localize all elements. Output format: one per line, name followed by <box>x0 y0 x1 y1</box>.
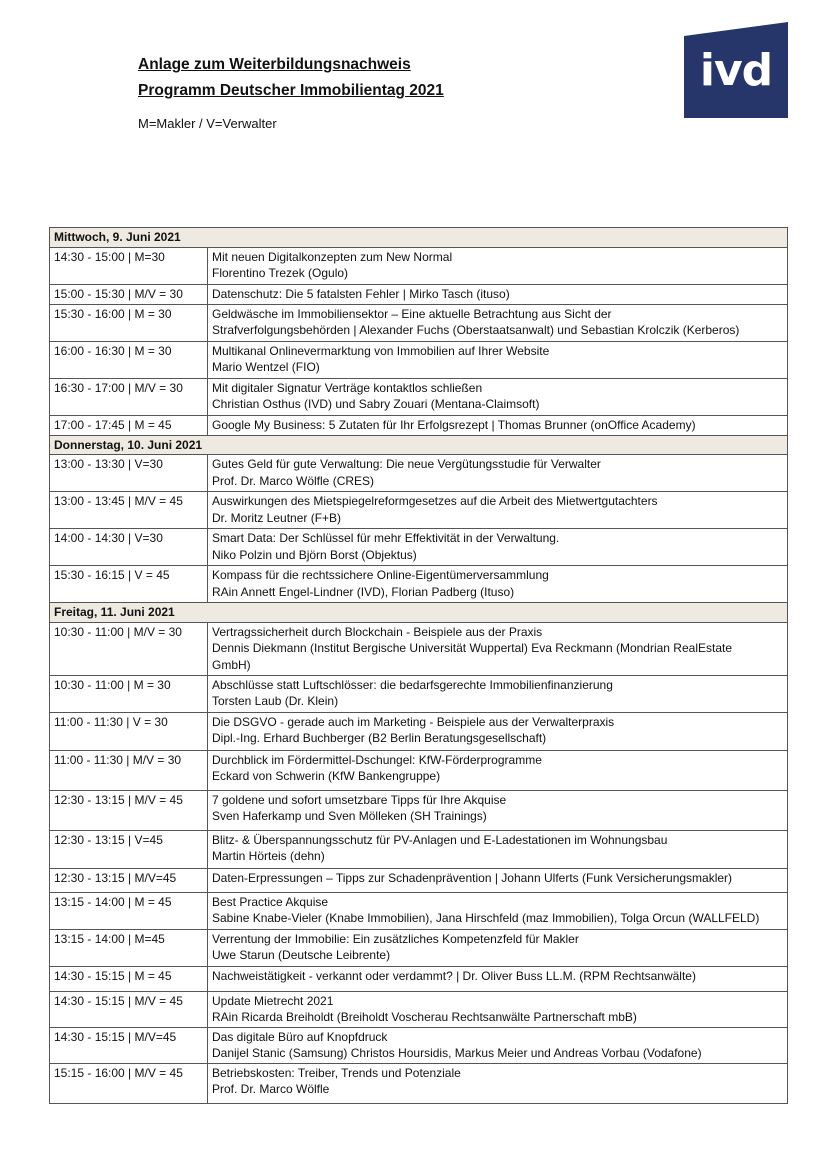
session-description-line: RAin Ricarda Breiholdt (Breiholdt Voscherau Rechtsanwälte Partnerschaft mbB) <box>212 1010 637 1024</box>
session-description-line: Mit digitaler Signatur Verträge kontaktlos schließen <box>212 380 483 395</box>
session-description-line: Auswirkungen des Mietspiegelreformgesetzes auf die Arbeit des Mietwertgutachters <box>212 494 658 508</box>
session-row <box>50 1063 788 1103</box>
session-description-line: Mario Wentzel (FIO) <box>212 360 320 374</box>
session-description <box>208 529 788 566</box>
session-time-credits: 12:30 - 13:15 | M/V = 45 <box>50 790 208 830</box>
session-description-line: Update Mietrecht 2021 <box>212 993 334 1008</box>
session-row <box>50 929 788 966</box>
session-description-line: Best Practice Akquise <box>212 894 329 909</box>
session-description-line: Sabine Knabe-Vieler (Knabe Immobilien), Jana Hirschfeld (maz Immobilien), Tolga Orcun (WALLFELD) <box>212 911 760 925</box>
session-description-line: Das digitale Büro auf Knopfdruck <box>212 1029 388 1044</box>
session-description <box>208 378 788 415</box>
session-time-credits: 15:30 - 16:15 | V = 45 <box>50 566 208 603</box>
session-description <box>208 455 788 492</box>
session-time-credits: 13:15 - 14:00 | M = 45 <box>50 892 208 929</box>
session-time-credits: 13:00 - 13:30 | V=30 <box>50 455 208 492</box>
session-description <box>208 750 788 790</box>
session-description-line: Torsten Laub (Dr. Klein) <box>212 694 339 708</box>
session-row <box>50 378 788 415</box>
session-description <box>208 830 788 868</box>
session-description-line: Eckard von Schwerin (KfW Bankengruppe) <box>212 769 441 783</box>
document-header <box>138 52 444 131</box>
session-description-line: Blitz- & Überspannungsschutz für PV-Anlagen und E-Ladestationen im Wohnungsbau <box>212 832 668 847</box>
session-description-line: Multikanal Onlinevermarktung von Immobilien auf Ihrer Website <box>212 343 550 358</box>
session-time-credits: 17:00 - 17:45 | M = 45 <box>50 415 208 435</box>
session-row <box>50 712 788 750</box>
session-row <box>50 830 788 868</box>
session-time-credits: 11:00 - 11:30 | M/V = 30 <box>50 750 208 790</box>
ivd-logo-text: ivd <box>699 44 773 96</box>
session-row <box>50 966 788 991</box>
session-description-line: Uwe Starun (Deutsche Leibrente) <box>212 948 391 962</box>
session-row <box>50 304 788 341</box>
session-description <box>208 1027 788 1063</box>
session-description-line: Geldwäsche im Immobiliensektor – Eine aktuelle Betrachtung aus Sicht der <box>212 306 612 321</box>
session-description-line: Google My Business: 5 Zutaten für Ihr Erfolgsrezept | Thomas Brunner (onOffice Academy) <box>212 417 696 432</box>
session-description <box>208 790 788 830</box>
session-description <box>208 566 788 603</box>
session-row <box>50 1027 788 1063</box>
session-time-credits: 12:30 - 13:15 | V=45 <box>50 830 208 868</box>
session-row <box>50 529 788 566</box>
session-description <box>208 675 788 712</box>
session-row <box>50 750 788 790</box>
session-time-credits: 14:30 - 15:00 | M=30 <box>50 247 208 284</box>
session-row <box>50 868 788 892</box>
session-row <box>50 341 788 378</box>
session-description <box>208 415 788 435</box>
session-description <box>208 712 788 750</box>
session-description-line: Prof. Dr. Marco Wölfle (CRES) <box>212 473 375 488</box>
session-description-line: Nachweistätigkeit - verkannt oder verdammt? | Dr. Oliver Buss LL.M. (RPM Rechtsanwälte) <box>212 968 696 983</box>
session-description <box>208 341 788 378</box>
session-description-line: Kompass für die rechtssichere Online-Eigentümerversammlung <box>212 568 549 582</box>
session-description-line: Vertragssicherheit durch Blockchain - Beispiele aus der Praxis <box>212 624 543 639</box>
session-description-line: Die DSGVO - gerade auch im Marketing - Beispiele aus der Verwalterpraxis <box>212 714 615 729</box>
session-time-credits: 13:00 - 13:45 | M/V = 45 <box>50 492 208 529</box>
session-time-credits: 11:00 - 11:30 | V = 30 <box>50 712 208 750</box>
session-description <box>208 892 788 929</box>
session-description-line: Strafverfolgungsbehörden | Alexander Fuchs (Oberstaatsanwalt) und Sebastian Krolczik (Kerberos) <box>212 323 740 337</box>
session-description-line: GmbH) <box>212 657 251 672</box>
day-label: Donnerstag, 10. Juni 2021 <box>50 435 788 455</box>
session-description-line: Dipl.-Ing. Erhard Buchberger (B2 Berlin Beratungsgesellschaft) <box>212 731 547 745</box>
session-description <box>208 868 788 892</box>
session-description-line: Florentino Trezek (Ogulo) <box>212 266 349 280</box>
session-description-line: Daten-Erpressungen – Tipps zur Schadenprävention | Johann Ulferts (Funk Versicherungsmakler) <box>212 870 733 885</box>
session-description-line: Prof. Dr. Marco Wölfle <box>212 1082 330 1096</box>
program-table <box>49 227 788 1104</box>
session-row <box>50 790 788 830</box>
session-description <box>208 622 788 675</box>
session-row <box>50 455 788 492</box>
session-time-credits: 14:30 - 15:15 | M = 45 <box>50 966 208 991</box>
session-description-line: Dennis Diekmann (Institut Bergische Universität Wuppertal) Eva Reckmann (Mondrian RealEstate <box>212 641 733 655</box>
day-label: Mittwoch, 9. Juni 2021 <box>50 228 788 248</box>
session-description <box>208 247 788 284</box>
document-title-line-2: Programm Deutscher Immobilientag 2021 <box>138 82 444 99</box>
session-row <box>50 892 788 929</box>
session-description-line: 7 goldene und sofort umsetzbare Tipps für Ihre Akquise <box>212 792 507 807</box>
day-header-row <box>50 603 788 623</box>
session-row <box>50 675 788 712</box>
day-header-row <box>50 435 788 455</box>
session-description-line: Martin Hörteis (dehn) <box>212 849 325 863</box>
session-time-credits: 10:30 - 11:00 | M = 30 <box>50 675 208 712</box>
session-description-line: RAin Annett Engel-Lindner (IVD), Florian Padberg (Ituso) <box>212 584 515 599</box>
session-time-credits: 15:15 - 16:00 | M/V = 45 <box>50 1063 208 1103</box>
session-row <box>50 247 788 284</box>
ivd-logo <box>684 22 788 118</box>
session-row <box>50 415 788 435</box>
session-description-line: Sven Haferkamp und Sven Mölleken (SH Trainings) <box>212 809 487 823</box>
session-description <box>208 929 788 966</box>
session-description-line: Dr. Moritz Leutner (F+B) <box>212 510 342 525</box>
session-description-line: Niko Polzin und Björn Borst (Objektus) <box>212 547 417 562</box>
session-description <box>208 492 788 529</box>
session-description-line: Smart Data: Der Schlüssel für mehr Effektivität in der Verwaltung. <box>212 531 560 545</box>
session-description-line: Betriebskosten: Treiber, Trends und Potenziale <box>212 1065 461 1080</box>
session-time-credits: 14:30 - 15:15 | M/V = 45 <box>50 991 208 1027</box>
session-time-credits: 15:00 - 15:30 | M/V = 30 <box>50 284 208 304</box>
session-description-line: Verrentung der Immobilie: Ein zusätzliches Kompetenzfeld für Makler <box>212 931 579 946</box>
session-time-credits: 13:15 - 14:00 | M=45 <box>50 929 208 966</box>
session-description-line: Datenschutz: Die 5 fatalsten Fehler | Mirko Tasch (ituso) <box>212 286 510 301</box>
session-time-credits: 14:30 - 15:15 | M/V=45 <box>50 1027 208 1063</box>
session-description <box>208 991 788 1027</box>
session-description-line: Gutes Geld für gute Verwaltung: Die neue Vergütungsstudie für Verwalter <box>212 457 601 471</box>
day-label: Freitag, 11. Juni 2021 <box>50 603 788 623</box>
session-description-line: Christian Osthus (IVD) und Sabry Zouari (Mentana-Claimsoft) <box>212 397 540 411</box>
session-description <box>208 1063 788 1103</box>
session-row <box>50 492 788 529</box>
session-time-credits: 16:30 - 17:00 | M/V = 30 <box>50 378 208 415</box>
session-row <box>50 622 788 675</box>
session-row <box>50 991 788 1027</box>
session-description-line: Danijel Stanic (Samsung) Christos Hoursidis, Markus Meier und Andreas Vorbau (Vodafone) <box>212 1046 702 1060</box>
session-description <box>208 966 788 991</box>
session-description <box>208 304 788 341</box>
session-time-credits: 14:00 - 14:30 | V=30 <box>50 529 208 566</box>
session-description-line: Durchblick im Fördermittel-Dschungel: KfW-Förderprogramme <box>212 752 542 767</box>
session-description-line: Mit neuen Digitalkonzepten zum New Normal <box>212 249 453 264</box>
role-legend: M=Makler / V=Verwalter <box>138 116 277 131</box>
session-row <box>50 566 788 603</box>
session-row <box>50 284 788 304</box>
session-time-credits: 15:30 - 16:00 | M = 30 <box>50 304 208 341</box>
session-description <box>208 284 788 304</box>
day-header-row <box>50 228 788 248</box>
session-time-credits: 12:30 - 13:15 | M/V=45 <box>50 868 208 892</box>
session-description-line: Abschlüsse statt Luftschlösser: die bedarfsgerechte Immobilienfinanzierung <box>212 677 613 692</box>
document-title-line-1: Anlage zum Weiterbildungsnachweis <box>138 56 411 73</box>
session-time-credits: 16:00 - 16:30 | M = 30 <box>50 341 208 378</box>
session-time-credits: 10:30 - 11:00 | M/V = 30 <box>50 622 208 675</box>
